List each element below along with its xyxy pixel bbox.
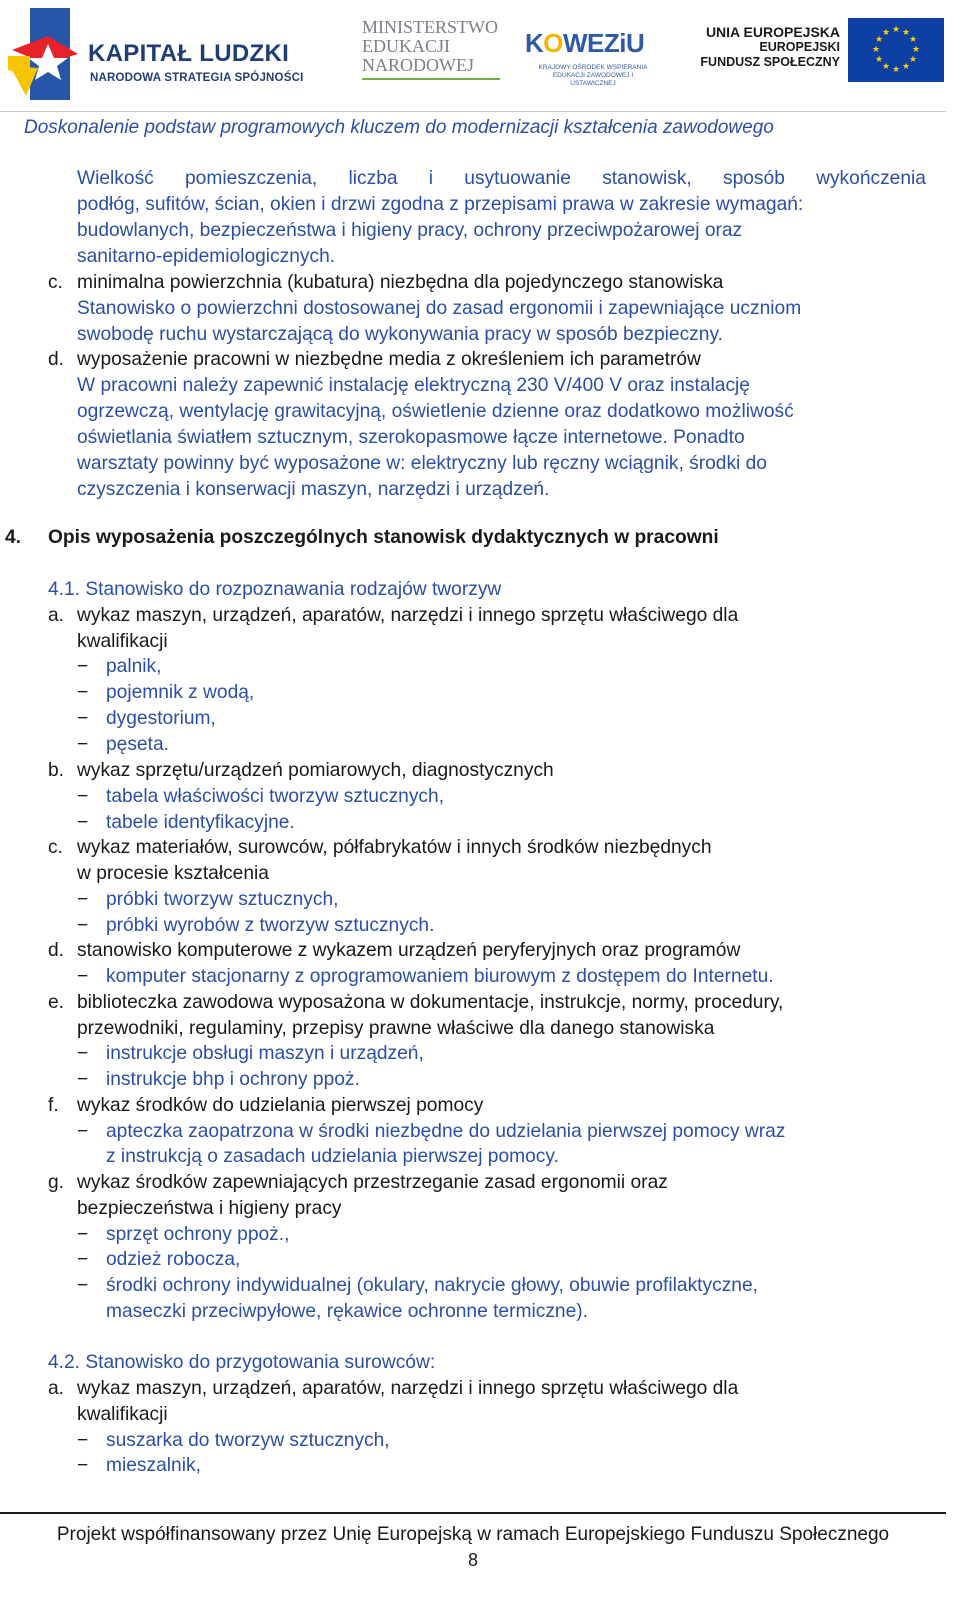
- svg-text:★: ★: [901, 28, 911, 38]
- list-marker: e.: [48, 992, 65, 1013]
- item-c-body: swobodę ruchu wystarczającą do wykonywania pracy w sposób bezpieczny.: [77, 324, 723, 345]
- list-title: wykaz materiałów, surowców, półfabrykatów i innych środków niezbędnych: [77, 837, 712, 858]
- list-marker: g.: [48, 1172, 65, 1193]
- item-d-body: W pracowni należy zapewnić instalację elektryczną 230 V/400 V oraz instalację: [77, 375, 750, 396]
- list-item: próbki wyrobów z tworzyw sztucznych.: [106, 915, 435, 936]
- dash-icon: −: [77, 708, 89, 729]
- item-d-marker: d.: [48, 349, 65, 370]
- list-title: przewodniki, regulaminy, przepisy prawne właściwe dla danego stanowiska: [77, 1018, 715, 1039]
- dash-icon: −: [77, 966, 89, 987]
- intro-word: i: [428, 168, 434, 189]
- list-marker: a.: [48, 605, 65, 626]
- header-rule: [0, 111, 946, 112]
- footer-text: Projekt współfinansowany przez Unię Europejską w ramach Europejskiego Funduszu Społecznego: [56, 1524, 890, 1545]
- svg-text:★: ★: [908, 35, 918, 45]
- list-title: stanowisko komputerowe z wykazem urządzeń peryferyjnych oraz programów: [77, 940, 741, 961]
- list-item: mieszalnik,: [106, 1455, 201, 1476]
- list-title: w procesie kształcenia: [77, 863, 269, 884]
- svg-text:★: ★: [881, 62, 891, 72]
- intro-line-1: [77, 166, 926, 192]
- eu-fund-logo-text: [700, 24, 840, 70]
- eu-stars-icon: [848, 18, 944, 82]
- kapital-ludzki-title: KAPITAŁ LUDZKI: [88, 40, 290, 67]
- list-marker: c.: [48, 837, 63, 858]
- list-item: palnik,: [106, 656, 162, 677]
- ministry-line: EDUKACJI: [362, 36, 450, 56]
- list-title: wykaz maszyn, urządzeń, aparatów, narzędzi i innego sprzętu właściwego dla: [77, 605, 739, 626]
- intro-word: usytuowanie: [464, 168, 571, 189]
- dash-icon: −: [77, 656, 89, 677]
- dash-icon: −: [77, 915, 89, 936]
- eu-sub: FUNDUSZ SPOŁECZNY: [700, 55, 840, 69]
- intro-word: pomieszczenia,: [185, 168, 318, 189]
- list-item: środki ochrony indywidualnej (okulary, nakrycie głowy, obuwie profilaktyczne,: [106, 1275, 758, 1296]
- dash-icon: −: [77, 812, 89, 833]
- kowezu-title: KOWEZiU: [525, 28, 645, 58]
- dash-icon: −: [77, 1455, 89, 1476]
- svg-text:★: ★: [911, 45, 921, 55]
- page-number: 8: [467, 1550, 478, 1570]
- kapital-ludzki-logo: [8, 6, 308, 106]
- list-item: instrukcje obsługi maszyn i urządzeń,: [106, 1043, 424, 1064]
- ministry-line: MINISTERSTWO: [362, 17, 498, 37]
- dash-icon: −: [77, 1249, 89, 1270]
- list-marker: b.: [48, 760, 65, 781]
- svg-text:★: ★: [874, 35, 884, 45]
- list-item: dygestorium,: [106, 708, 216, 729]
- list-marker: f.: [48, 1095, 59, 1116]
- list-item: odzież robocza,: [106, 1249, 241, 1270]
- list-item: próbki tworzyw sztucznych,: [106, 889, 339, 910]
- svg-text:★: ★: [874, 55, 884, 65]
- dash-icon: −: [77, 889, 89, 910]
- item-c-title: minimalna powierzchnia (kubatura) niezbędna dla pojedynczego stanowiska: [77, 272, 724, 293]
- list-marker: a.: [48, 1378, 65, 1399]
- svg-text:★: ★: [871, 45, 881, 55]
- section-4-title: Opis wyposażenia poszczególnych stanowisk dydaktycznych w pracowni: [48, 527, 719, 548]
- list-item: maseczki przeciwpyłowe, rękawice ochronne termiczne).: [106, 1301, 588, 1322]
- item-d-body: czyszczenia i konserwacji maszyn, narzędzi i urządzeń.: [77, 479, 550, 500]
- intro-word: sposób: [723, 168, 785, 189]
- item-c-marker: c.: [48, 272, 63, 293]
- section-4-2-title: 4.2. Stanowisko do przygotowania surowców:: [48, 1352, 436, 1373]
- intro-word: liczba: [348, 168, 398, 189]
- list-marker: d.: [48, 940, 65, 961]
- list-item: instrukcje bhp i ochrony ppoż.: [106, 1069, 360, 1090]
- kowezu-subtitle: KRAJOWY OŚRODEK WSPIERANIA EDUKACJI ZAWODOWEJ I USTAWICZNEJ: [538, 64, 648, 87]
- dash-icon: −: [77, 1121, 89, 1142]
- item-c-body: Stanowisko o powierzchni dostosowanej do zasad ergonomii i zapewniające uczniom: [77, 298, 802, 319]
- dash-icon: −: [77, 786, 89, 807]
- dash-icon: −: [77, 1430, 89, 1451]
- list-title: bezpieczeństwa i higieny pracy: [77, 1198, 342, 1219]
- header-logos: [0, 0, 960, 112]
- svg-text:★: ★: [881, 28, 891, 38]
- svg-text:★: ★: [891, 25, 901, 35]
- section-4-number: 4.: [5, 527, 22, 548]
- list-item: pęseta.: [106, 734, 169, 755]
- intro-word: stanowisk,: [602, 168, 692, 189]
- ministry-rule: [362, 78, 500, 80]
- svg-text:★: ★: [891, 65, 901, 75]
- item-d-body: ogrzewczą, wentylację grawitacyjną, oświetlenie dzienne oraz dodatkowo możliwość: [77, 401, 794, 422]
- eu-sub: EUROPEJSKI: [759, 40, 840, 54]
- item-d-title: wyposażenie pracowni w niezbędne media z określeniem ich parametrów: [77, 349, 701, 370]
- intro-word: Wielkość: [77, 168, 154, 189]
- list-title: wykaz maszyn, urządzeń, aparatów, narzędzi i innego sprzętu właściwego dla: [77, 1378, 739, 1399]
- eu-flag-icon: [848, 18, 944, 82]
- intro-line-4: sanitarno-epidemiologicznych.: [77, 246, 336, 267]
- eu-title: UNIA EUROPEJSKA: [705, 24, 840, 40]
- list-item: pojemnik z wodą,: [106, 682, 255, 703]
- list-item: tabele identyfikacyjne.: [106, 812, 295, 833]
- list-item: tabela właściwości tworzyw sztucznych,: [106, 786, 445, 807]
- list-title: kwalifikacji: [77, 1404, 168, 1425]
- kapital-ludzki-star-icon: [8, 6, 84, 104]
- dash-icon: −: [77, 1275, 89, 1296]
- svg-text:★: ★: [901, 62, 911, 72]
- list-title: wykaz środków zapewniających przestrzeganie zasad ergonomii oraz: [77, 1172, 668, 1193]
- list-item: apteczka zaopatrzona w środki niezbędne do udzielania pierwszej pomocy wraz: [106, 1121, 786, 1142]
- list-title: biblioteczka zawodowa wyposażona w dokumentacje, instrukcje, normy, procedury,: [77, 992, 784, 1013]
- list-item: z instrukcją o zasadach udzielania pierwszej pomocy.: [106, 1146, 559, 1167]
- intro-word: wykończenia: [816, 168, 926, 189]
- dash-icon: −: [77, 1069, 89, 1090]
- list-item: sprzęt ochrony ppoż.,: [106, 1224, 290, 1245]
- ministry-logo: [362, 18, 502, 75]
- list-title: wykaz środków do udzielania pierwszej pomocy: [77, 1095, 484, 1116]
- section-4-1-title: 4.1. Stanowisko do rozpoznawania rodzajów tworzyw: [48, 579, 502, 600]
- document-subtitle: Doskonalenie podstaw programowych kluczem do modernizacji kształcenia zawodowego: [24, 117, 774, 138]
- kowezu-logo: [525, 20, 675, 90]
- item-d-body: warsztaty powinny być wyposażone w: elektryczny lub ręczny wciągnik, środki do: [77, 453, 767, 474]
- dash-icon: −: [77, 1224, 89, 1245]
- list-item: komputer stacjonarny z oprogramowaniem biurowym z dostępem do Internetu.: [106, 966, 774, 987]
- svg-text:★: ★: [908, 55, 918, 65]
- ministry-line: NARODOWEJ: [362, 55, 474, 75]
- kowezu-sun-icon: O: [543, 28, 564, 58]
- dash-icon: −: [77, 734, 89, 755]
- list-title: wykaz sprzętu/urządzeń pomiarowych, diagnostycznych: [77, 760, 554, 781]
- kapital-ludzki-subtitle: NARODOWA STRATEGIA SPÓJNOŚCI: [90, 72, 304, 84]
- list-title: kwalifikacji: [77, 631, 168, 652]
- list-item: suszarka do tworzyw sztucznych,: [106, 1430, 390, 1451]
- dash-icon: −: [77, 682, 89, 703]
- dash-icon: −: [77, 1043, 89, 1064]
- item-d-body: oświetlania światłem sztucznym, szerokopasmowe łącze internetowe. Ponadto: [77, 427, 745, 448]
- intro-line-2: podłóg, sufitów, ścian, okien i drzwi zgodna z przepisami prawa w zakresie wymagań:: [77, 194, 804, 215]
- footer-rule: [0, 1512, 946, 1514]
- intro-line-3: budowlanych, bezpieczeństwa i higieny pracy, ochrony przeciwpożarowej oraz: [77, 220, 743, 241]
